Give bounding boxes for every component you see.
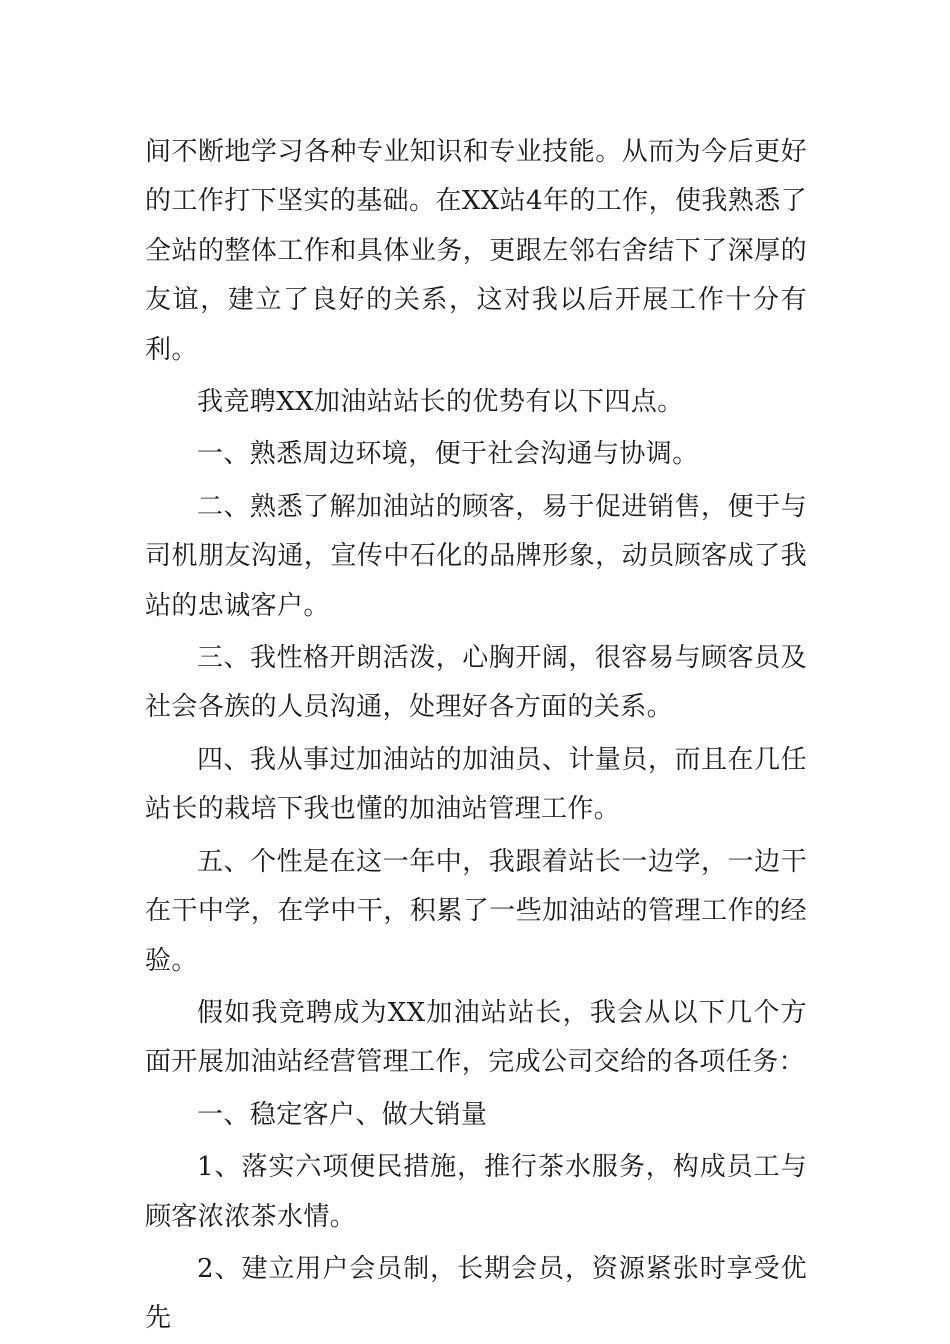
paragraph-continuation: 间不断地学习各种专业知识和专业技能。从而为今后更好的工作打下坚实的基础。在XX站4年的工作，使我熟悉了全站的整体工作和具体业务，更跟左邻右舍结下了深厚的友谊，建立了良好的关系，这对我以后开展工作十分有利。 (145, 137, 807, 365)
paragraph-advantage-4: 四、我从事过加油站的加油员、计量员，而且在几任站长的栽培下我也懂的加油站管理工作。 (145, 744, 807, 825)
paragraph-plan-heading-1: 一、稳定客户、做大销量 (197, 1099, 488, 1130)
document-body (145, 128, 807, 1344)
paragraph-plan-intro: 假如我竞聘成为XX加油站站长，我会从以下几个方面开展加油站经营管理工作，完成公司交给的各项任务： (145, 997, 807, 1078)
paragraph-advantage-3: 三、我性格开朗活泼，心胸开阔，很容易与顾客员及社会各族的人员沟通，处理好各方面的关系。 (145, 643, 807, 723)
paragraph-advantage-1: 一、熟悉周边环境，便于社会沟通与协调。 (197, 439, 699, 470)
paragraph-advantage-5: 五、个性是在这一年中，我跟着站长一边学，一边干在干中学，在学中干，积累了一些加油站的管理工作的经验。 (145, 846, 807, 976)
paragraph-advantage-2: 二、熟悉了解加油站的顾客，易于促进销售，便于与司机朋友沟通，宣传中石化的品牌形象，动员顾客成了我站的忠诚客户。 (145, 491, 807, 621)
paragraph-plan-item-2: 2、建立用户会员制，长期会员，资源紧张时享受优先 (145, 1253, 807, 1334)
paragraph-plan-item-1: 1、落实六项便民措施，推行茶水服务，构成员工与顾客浓浓茶水情。 (145, 1152, 807, 1232)
paragraph-advantages-intro: 我竞聘XX加油站站长的优势有以下四点。 (197, 387, 684, 418)
